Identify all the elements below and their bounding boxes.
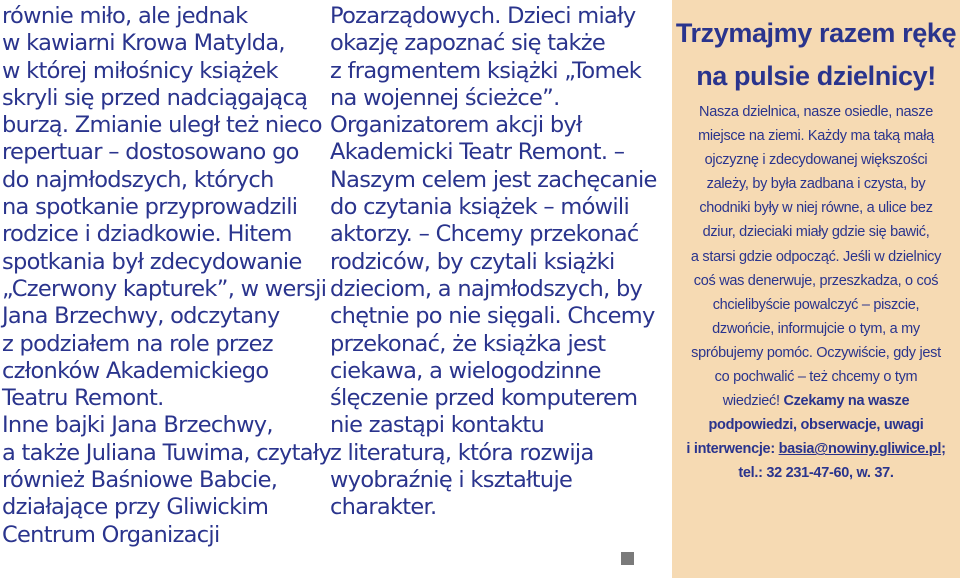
article-text-line: ślęczenie przed komputerem	[330, 385, 638, 412]
article-text-line: ciekawa, a wielogodzinne	[330, 357, 601, 384]
article-text-line: nie zastąpi kontaktu	[330, 412, 545, 439]
sidebar-text-line: chcielibyście powalczyć – piszcie,	[712, 296, 920, 313]
sidebar-text-line: co pochwalić – też chcemy o tym	[714, 369, 918, 386]
article-text-line: w której miłośnicy książek	[2, 57, 278, 84]
sidebar-text-line: spróbujemy pomóc. Oczywiście, gdy jest	[691, 344, 941, 361]
article-text-line: burzą. Zmianie uległ też nieco	[2, 112, 322, 139]
article-text-line: „Czerwony kapturek”, w wersji	[2, 275, 327, 302]
article-text-line: okazję zapoznać się także	[330, 30, 606, 57]
article-text-line: równie miło, ale jednak	[2, 3, 248, 29]
article-text-line: aktorzy. – Chcemy przekonać	[330, 221, 639, 248]
email-link[interactable]: basia@nowiny.gliwice.pl	[778, 441, 942, 458]
sidebar-line-14: podpowiedzi, obserwacje, uwagi	[708, 417, 924, 434]
article-text-line: przekonać, że książka jest	[330, 330, 606, 357]
sidebar-text-line: chodniki były w niej równe, a ulice bez	[699, 200, 933, 217]
sidebar-text-line: a starsi gdzie odpocząć. Jeśli w dzielnicy	[690, 248, 942, 265]
article-text-line: z fragmentem książki „Tomek	[330, 57, 642, 84]
sidebar-paragraph	[672, 100, 960, 389]
article-text-line: Jana Brzechwy, odczytany	[2, 303, 280, 330]
sidebar-text-line: miejsce na ziemi. Każdy ma taką małą	[698, 128, 934, 145]
article-text-line: charakter.	[330, 494, 437, 521]
sidebar-text-line: coś was denerwuje, przeszkadza, o coś	[693, 272, 939, 289]
article-text-line: Centrum Organizacji	[2, 521, 220, 548]
article-text-line: chętnie po nie sięgali. Chcemy	[330, 303, 655, 330]
article-text-line: rodziców, by czytali książki	[330, 248, 615, 275]
article-text-line: w kawiarni Krowa Matylda,	[2, 30, 285, 57]
article-column-2	[330, 3, 657, 522]
article-text-line: działające przy Gliwickim	[2, 494, 269, 521]
article-end-mark	[621, 552, 634, 565]
article-text-line: skryli się przed nadciągającą	[2, 84, 308, 111]
article-text-line: do czytania książek – mówili	[330, 194, 630, 221]
article-text-line: Akademicki Teatr Remont. –	[330, 139, 625, 166]
article-text-line: Inne bajki Jana Brzechwy,	[2, 412, 273, 439]
sidebar-text-line: dziur, dzieciaki miały gdzie się bawić,	[702, 224, 930, 241]
sidebar-text-line: zależy, by była zadbana i czysta, by	[706, 176, 926, 193]
article-text-line: repertuar – dostosowano go	[2, 139, 299, 166]
article-text-line: członków Akademickiego	[2, 357, 269, 384]
article-text-line: na spotkanie przyprowadzili	[2, 194, 298, 221]
sidebar-line-15	[672, 437, 960, 461]
interventions-label: i interwencje:	[686, 441, 779, 458]
sidebar-text-line: ojczyznę i zdecydowanej większości	[704, 152, 928, 169]
article-column-1	[2, 3, 331, 549]
semicolon: ;	[941, 441, 946, 458]
sidebar-text-line: Nasza dzielnica, nasze osiedle, nasze	[699, 104, 933, 120]
sidebar-line-13-regular: wiedzieć!	[722, 393, 784, 410]
article-text-line: z podziałem na role przez	[2, 330, 273, 357]
sidebar-line-13	[672, 389, 960, 413]
article-text-line: do najmłodszych, których	[2, 166, 274, 193]
article-text-line: na wojennej ścieżce”.	[330, 84, 560, 111]
sidebar-box	[672, 0, 960, 578]
article-text-line: również Baśniowe Babcie,	[2, 467, 278, 494]
article-text-line: wyobraźnię i kształtuje	[330, 467, 573, 494]
article-text-line: a także Juliana Tuwima, czytały	[2, 439, 332, 466]
sidebar-line-13-bold: Czekamy na wasze	[783, 393, 910, 410]
article-text-line: Teatru Remont.	[2, 385, 164, 412]
sidebar-title-line-1: Trzymajmy razem rękę	[675, 18, 957, 48]
sidebar-body	[672, 100, 960, 486]
article-text-line: Organizatorem akcji był	[330, 112, 582, 139]
article-text-line: spotkania był zdecydowanie	[2, 248, 302, 275]
article-text-line: z literaturą, która rozwija	[330, 439, 594, 466]
article-text-line: Pozarządowych. Dzieci miały	[330, 3, 636, 29]
phone-line: tel.: 32 231-47-60, w. 37.	[738, 465, 894, 482]
article-text-line: dzieciom, a najmłodszych, by	[330, 275, 643, 302]
sidebar-title-line-2: na pulsie dzielnicy!	[696, 61, 936, 91]
article-text-line: rodzice i dziadkowie. Hitem	[2, 221, 292, 248]
sidebar-text-line: dzwońcie, informujcie o tym, a my	[712, 320, 920, 337]
article-text-line: Naszym celem jest zachęcanie	[330, 166, 657, 193]
